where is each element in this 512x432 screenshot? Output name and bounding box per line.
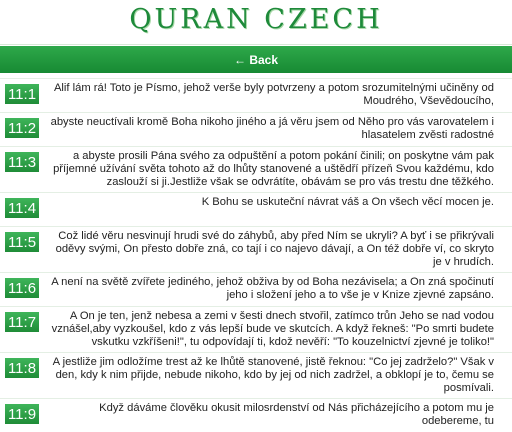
verse-number: 11:7 bbox=[5, 312, 39, 332]
verse-row[interactable] bbox=[0, 272, 512, 306]
verse-number: 11:9 bbox=[5, 404, 39, 424]
verse-text: A jestliže jim odložíme trest až ke lhůtě stanovené, jistě řeknou: "Co jej zadrželo?" Však v den, kdy k nim přijde, nebude nikoho, kdo by jej od nich zadržel, a obklopí je to, čemu se posmívali. bbox=[52, 356, 494, 394]
verse-text: K Bohu se uskuteční návrat váš a On všech věcí mocen je. bbox=[201, 196, 494, 208]
verse-number: 11:3 bbox=[5, 152, 39, 172]
verse-text: Alif lám rá! Toto je Písmo, jehož verše byly potvrzeny a potom srozumitelnými učiněny od Moudrého, Vševědoucího, bbox=[53, 82, 494, 107]
back-button[interactable]: ← Back bbox=[233, 52, 279, 67]
verse-row[interactable] bbox=[0, 146, 512, 192]
verse-number: 11:8 bbox=[5, 358, 39, 378]
verse-number: 11:2 bbox=[5, 118, 39, 138]
verse-row[interactable] bbox=[0, 226, 512, 272]
nav-bar bbox=[0, 46, 512, 73]
app-title: QURAN CZECH bbox=[129, 4, 383, 35]
verse-number: 11:5 bbox=[5, 232, 39, 252]
verse-number: 11:6 bbox=[5, 278, 39, 298]
verse-text: abyste neuctívali kromě Boha nikoho jiného a já věru jsem od Něho pro vás varovatelem i hlasatelem zvěsti radostné bbox=[50, 116, 494, 141]
verse-row[interactable] bbox=[0, 306, 512, 352]
verse-number: 11:1 bbox=[5, 84, 39, 104]
verse-row[interactable] bbox=[0, 192, 512, 226]
verse-text: A On je ten, jenž nebesa a zemi v šesti dnech stvořil, zatímco trůn Jeho se nad vodou vznášel,aby vyzkoušel, kdo z vás lepší bude ve skutcích. A když řekneš: "Po smrti budete vskutku vzkříšeni!", tu odpovídají ti, kdož nevěří: "To kouzelnictví zjevné je toliko!" bbox=[51, 310, 494, 348]
verse-row[interactable] bbox=[0, 78, 512, 112]
verse-row[interactable] bbox=[0, 112, 512, 146]
verse-text: a abyste prosili Pána svého za odpuštění a potom pokání činili; on poskytne vám pak příjemné užívání světa tohoto až do lhůty stanovené a uštědří přízeň Svou každému, kdo zaslouží si ji.Jestliže však se odvrátíte, obávám se pro vás trestu dne těžkého. bbox=[53, 150, 494, 188]
verse-text: A není na světě zvířete jediného, jehož obživa by od Boha nezávisela; a On zná spočinutí jeho i složení jeho a to vše je v Knize zjevné zapsáno. bbox=[51, 276, 494, 301]
verse-row[interactable] bbox=[0, 398, 512, 432]
verse-list bbox=[0, 73, 512, 432]
verse-row[interactable] bbox=[0, 352, 512, 398]
verse-text: Když dáváme člověku okusit milosrdenství od Nás přicházejícího a potom mu je odebereme, tu bbox=[99, 402, 494, 427]
verse-text: Což lidé věru nesvinují hrudi své do záhybů, aby před Ním se ukryli? A byť i se přikrývali oděvy svými, On přesto dobře zná, co tají i co najevo dávají, a On též dobře ví, co skryto je v hrudích. bbox=[55, 230, 494, 268]
app-header bbox=[0, 0, 512, 45]
verse-number: 11:4 bbox=[5, 198, 39, 218]
